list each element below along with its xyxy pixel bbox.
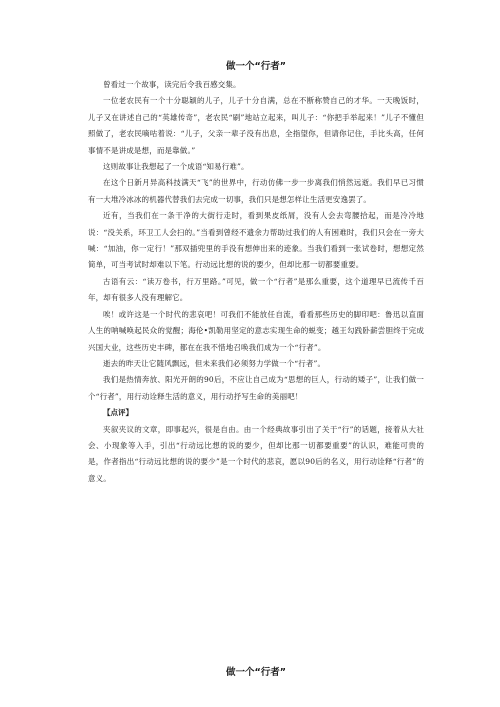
article xyxy=(88,60,424,487)
paragraph-5: 近有，当我们在一条干净的大街行走时，看到果皮纸屑，没有人会去弯腰拾起，而是冷冷地说：“没关系，环卫工人会扫的。”当看到曾经不遗余力帮助过我们的人有困难时，我们只会在一旁大喊：“加油，你一定行！”那双插兜里的手没有想伸出来的迹象。当我们看到一张试卷时，想想定然简单，可当考试时却难以下笔。行动远比想的说的要少，但却比那一切都要重要。 xyxy=(88,211,424,270)
paragraph-1: 曾看过一个故事，读完后令我百感交集。 xyxy=(103,80,241,89)
paragraph-9: 我们是热情奔放、阳光开朗的90后，不应让自己成为“思想的巨人，行动的矮子”，让我们做一个“行者”，用行动诠释生活的意义，用行动抒写生命的美丽吧！ xyxy=(88,375,424,401)
paragraph-4: 在这个日新月异高科技满天“飞”的世界中，行动仿佛一步一步离我们悄然远逝。我们早已习惯有一大堆冷冰冰的机器代替我们去完成一切事，我们只是想怎样让生活更安逸罢了。 xyxy=(88,178,424,204)
paragraph-2: 一位老农民有一个十分聪颖的儿子，儿子十分自满，总在不断称赞自己的才华。一天晚饭时，儿子又在讲述自己的“英雄传奇”，老农民“刷”地站立起来，叫儿子：“你把手举起来！”儿子不懂但照做了，老农民嘀咕着说：“儿子，父亲一辈子没有出息，全指望你，但请你记住，手比头高，任何事情不是讲成是想，而是靠做。” xyxy=(88,96,424,155)
article-title: 做一个“行者” xyxy=(226,61,286,72)
review-paragraph: 夹叙夹议的文章，即事起兴，很是自由。由一个经典故事引出了关于“行”的话题，接着从大社会、小现象等入手，引出“行动远比想的说的要少，但却比那一切都要重要”的认识，难能可贵的是，作者指出“行动远比想的说的要少”是一个时代的悲哀，愿以90后的名义，用行动诠释“行者”的意义。 xyxy=(88,424,424,483)
paragraph-6: 古语有云：“读万卷书，行万里路。”可见，做一个“行者”是那么重要，这个道理早已流传千百年，却有很多人没有理解它。 xyxy=(88,276,424,303)
next-article-title: 做一个“行者” xyxy=(226,667,286,678)
paragraph-8: 逝去的昨天让它随风飘远，但未来我们必须努力学做一个“行者”。 xyxy=(103,358,326,368)
paragraph-3: 这则故事让我想起了一个成语“知易行难”。 xyxy=(103,162,249,172)
review-label: 【点评】 xyxy=(103,408,133,418)
paragraph-7: 唉！或许这是一个时代的悲哀吧！可我们不能放任自流，看看那些历史的脚印吧：鲁迅以直面人生的呐喊唤起民众的觉醒；海伦•凯勒用坚定的意志实现生命的蜕变；越王勾践卧薪尝胆终于完成兴国大业，这些历史丰碑，都在在我不惜地召唤我们成为一个“行者”。 xyxy=(88,309,424,352)
